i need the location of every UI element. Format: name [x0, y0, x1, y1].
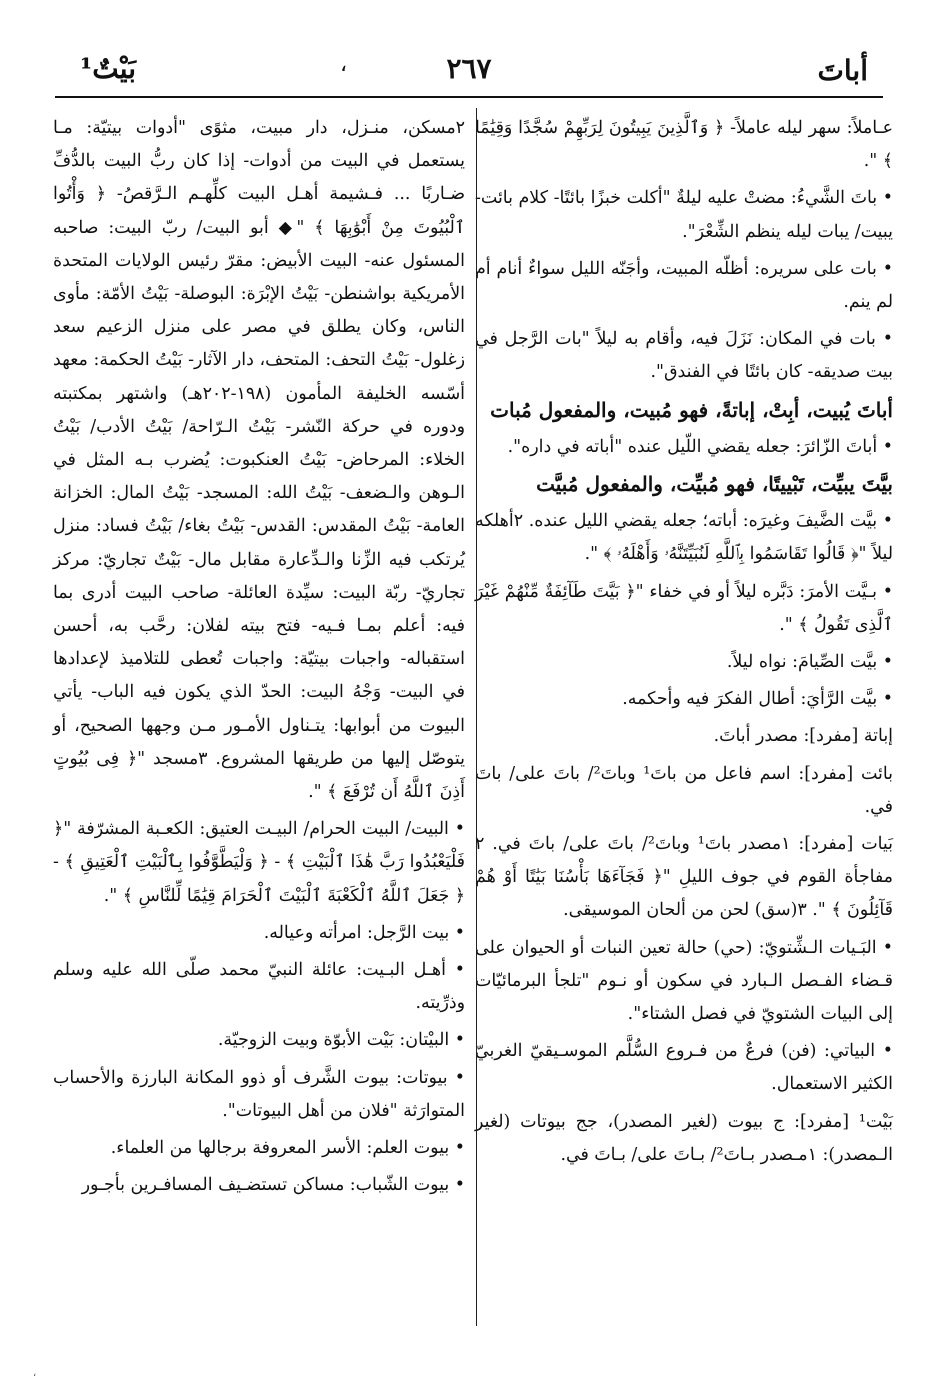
paragraph: • البَـيات الـشِّتويّ: (حي) حالة تعين النبات أو الحيوان على قـضاء الفـصل الـبارد في سكون أو نـوم "تلجأ البرمائيّات إلى البيات الشتويّ في فصل الشتاء". — [475, 937, 893, 1025]
paragraph: • بيوتات: بيوت الشَّرف أو ذوو المكانة البارزة والأحساب المتوارَثة "فلان من أهل البيوتات". — [53, 1067, 465, 1121]
paragraph: • بات في المكان: نَزَلَ فيه، وأقام به ليلاً "بات الرَّجل في بيت صديقه- كان بائتًا في الفندق". — [475, 329, 893, 383]
entry-heading: أباتَ يُبيت، أبِتْ، إباتةً، فهو مُبيت، والمفعول مُبات — [490, 397, 893, 422]
header-first-word: أباتَ — [817, 54, 868, 87]
left-column — [53, 112, 465, 1207]
paragraph: • أهـل البـيت: عائلة النبيّ محمد صلّى الله عليه وسلم وذرِّيته. — [53, 960, 465, 1014]
paragraph: • بيت الرَّجل: امرأته وعياله. — [263, 922, 465, 943]
paragraph: بائت [مفرد]: اسم فاعل من باتَ¹ وباتَ²/ باتَ على/ باتَ في. — [475, 763, 894, 817]
paragraph: • بيَّت الرَّأيَ: أطال الفكرَ فيه وأحكمه. — [622, 689, 893, 710]
right-column — [475, 112, 893, 1176]
paragraph: • البياتي: (فن) فرعٌ من فـروع السُّلَّم الموسـيقيّ الغربيّ الكثير الاستعمال. — [475, 1041, 893, 1095]
paragraph: إباتة [مفرد]: مصدر أباتَ. — [713, 726, 893, 747]
header-last-word: بَيْتٌ¹ — [80, 52, 137, 85]
paragraph: ٢مسكن، منـزل، دار مبيت، مثوًى "أدوات بيتيّة: مـا يستعمل في البيت من أدوات- إذا كان ربُّ البيت بالدُّفِّ ضـاربًا ... فـشيمة أهـل البيت كلِّهـم الـرَّقصُ- ﴿ وَأْتُوا ٱلْبُيُوتَ مِنْ أَبْوَٰبِهَا ﴾ "◆ أبو البيت/ ربّ البيت: صاحبه المسئول عنه- البيت الأبيض: مقرّ رئيس الولايات المتحدة الأمريكية بواشنطن- بَيْتُ الإبْرَة: البوصلة- بَيْتُ الأمّة: مأوى الناس، وكان يطلق في مصر على منزل الزعيم سعد زغلول- بَيْتُ التحف: المتحف، دار الآثار- بَيْتُ الحكمة: معهد أسّسه الخليفة المأمون (١٩٨-٢٠٢هـ) واشتهر بمكتبته ودوره في حركة النّشر- بَيْتُ الـرّاحة/ بَيْتُ الأدب/ بَيْتُ الخلاء: المرحاض- بَيْتُ العنكبوت: يُضرب بـه المثل في الـوهن والـضعف- بَيْتُ الله: المسجد- بَيْتُ المال: الخزانة العامة- بَيْتُ المقدس: القدس- بَيْتُ بغاء/ بَيْتُ فساد: منزل يُرتكب فيه الزِّنا والـدِّعارة مقابل مال- بَيْتٌ تجاريّ: مركز تجاريّ- ربّة البيت: سيِّدة العائلة- صاحب البيت أدرى بما فيه: أعلم بمـا فـيه- فتح بيته لفلان: رحَّب به، أحسن استقباله- واجبات بيتيّة: واجبات تُعطى للتلاميذ لإعدادها في البيت- وَجْهُ البيت: الحدّ الذي يكون فيه الباب- يأتي البيوت من أبوابها: يتـناول الأمـور مـن وجهها الصحيح، أو يتوصّل إليها من طريقها المشروع. ٣مسجد "﴿ فِى بُيُوتٍ أَذِنَ ٱللَّهُ أَن تُرْفَعَ ﴾ ". — [53, 118, 465, 803]
paragraph: • أباتَ الزّائرَ: جعله يقضي اللّيل عنده "أباته في داره". — [507, 436, 893, 457]
page-header — [40, 46, 898, 96]
paragraph: • بيَّت الصِّيامَ: نواه ليلاً. — [726, 652, 893, 673]
paragraph: • البيْتان: بَيْت الأبوّة وبيت الزوجيّة. — [217, 1030, 465, 1051]
paragraph: • بيوت الشّباب: مساكن تستضـيف المسافـرين بأجـور — [81, 1175, 465, 1196]
paragraph: عـاملاً: سهر ليله عاملاً- ﴿ وَٱلَّذِينَ يَبِيتُونَ لِرَبِّهِمْ سُجَّدًا وَقِيَٰمًا ﴾ ". — [475, 118, 893, 172]
column-divider — [476, 108, 477, 1326]
footer-mark: ، — [33, 1368, 37, 1379]
paragraph: بَيات [مفرد]: ١مصدر باتَ¹ وباتَ²/ باتَ على/ باتَ في. ٢ مفاجأة القوم في جوف الليلِ "﴿ فَجَآءَهَا بَأْسُنَا بَيَٰتًا أَوْ هُمْ قَآئِلُونَ ﴾ ". ٣(سق) لحن من ألحان الموسيقى. — [475, 834, 893, 921]
header-rule — [55, 96, 883, 98]
paragraph: • باتَ الشَّيءُ: مضتْ عليه ليلةٌ "أكلت خبزًا بائتًا- كلام بائت- يبيت/ يبات ليله ينظم الشِّعْرَ". — [475, 188, 893, 242]
entry-heading: بيَّتَ يبيِّت، تَبْييتًا، فهو مُبيِّت، والمفعول مُبيَّت — [536, 472, 893, 497]
paragraph: • البيت/ البيت الحرام/ البيـت العتيق: الكعـبة المشرّفة "﴿ فَلْيَعْبُدُوا رَبَّ هَٰذَا ٱلْبَيْتِ ﴾ - ﴿ وَلْيَطَّوَّفُوا بِٱلْبَيْتِ ٱلْعَتِيقِ ﴾ - ﴿ جَعَلَ ٱللَّهُ ٱلْكَعْبَةَ ٱلْبَيْتَ ٱلْحَرَامَ قِيَٰمًا لِّلنَّاسِ ﴾ ". — [53, 819, 465, 906]
paragraph: بَيْت¹ [مفرد]: ج بيوت (لغير المصدر)، جج بيوتات (لغير الـمصدر): ١مـصدر بـاتَ²/ بـاتَ على/ بـاتَ في. — [475, 1111, 893, 1165]
paragraph: • بـيَّت الأمرَ: دَبَّره ليلاً أو في خفاء "﴿ بَيَّتَ طَآئِفَةٌ مِّنْهُمْ غَيْرَ ٱلَّذِى تَقُولُ ﴾ ". — [475, 581, 893, 635]
header-dot: ، — [340, 52, 348, 77]
paragraph: • بات على سريره: أظلّه المبيت، وأجَنّه الليل سواءٌ أنام أم لم ينم. — [475, 258, 893, 313]
page-number: ٢٦٧ — [446, 52, 492, 85]
paragraph: • بيَّت الضَّيفَ وغيرَه: أباته؛ جعله يقضي الليل عنده. ٢أهلكه ليلاً "﴿ قَالُوا تَقَاسَمُوا بِٱللَّهِ لَنُبَيِّتَنَّهُۥ وَأَهْلَهُۥ ﴾ ". — [475, 511, 893, 565]
paragraph: • بيوت العلم: الأسر المعروفة برجالها من العلماء. — [110, 1138, 465, 1159]
